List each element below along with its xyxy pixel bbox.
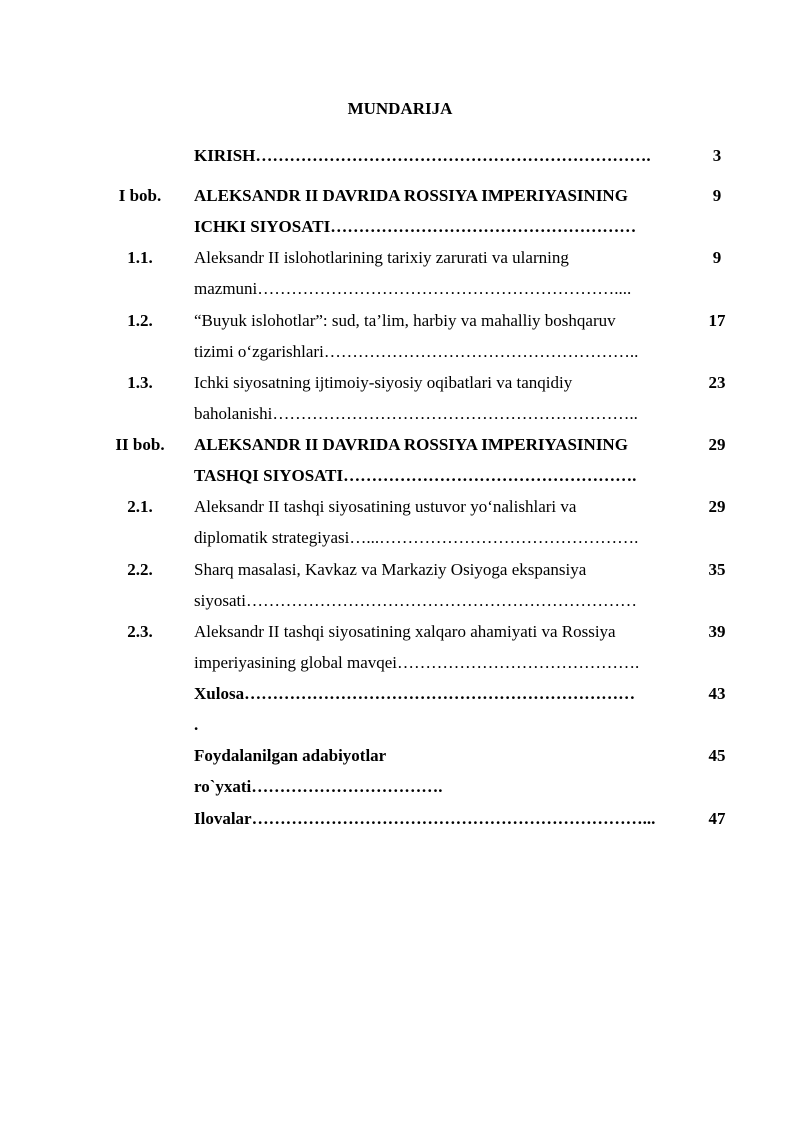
page-title: MUNDARIJA xyxy=(347,99,453,118)
toc-entry-title: KIRISH……………………………………………………………. xyxy=(194,146,651,165)
toc-entry-page: 35 xyxy=(708,560,726,579)
toc-entry-page: 39 xyxy=(708,622,726,641)
toc-entry-page: 9 xyxy=(712,248,722,267)
toc-entry-number: 1.1. xyxy=(127,248,153,267)
toc-entry-title: Foydalanilgan adabiyotlar ro`yxati……………………………. xyxy=(194,746,443,796)
toc-entry-page: 45 xyxy=(708,746,726,765)
toc-entry-number: 2.1. xyxy=(127,497,153,516)
toc-entry-title: Ilovalar……………………………………………………………... xyxy=(194,809,656,828)
toc-entry-title: Xulosa…………………………………………………………… . xyxy=(194,684,636,734)
toc-entry-page: 43 xyxy=(708,684,726,703)
toc-entry-title: Aleksandr II tashqi siyosatining ustuvor yo‘nalishlari va diplomatik strategiyasi…...………………………………………. xyxy=(194,497,639,547)
toc-entry-number: 2.3. xyxy=(127,622,153,641)
toc-entry-title: Aleksandr II islohotlarining tarixiy zarurati va ularning mazmuni……………………………………………………….... xyxy=(194,248,632,298)
toc-entry-title: Aleksandr II tashqi siyosatining xalqaro ahamiyati va Rossiya imperiyasining global mavqei……………………………………. xyxy=(194,622,640,672)
toc-entry-number: 1.2. xyxy=(127,311,153,330)
toc-entry-title: “Buyuk islohotlar”: sud, ta’lim, harbiy va mahalliy boshqaruv tizimi o‘zgarishlari……………………………………………….. xyxy=(194,311,639,361)
toc-entry-page: 29 xyxy=(708,497,726,516)
toc-entry-number: II bob. xyxy=(115,435,165,454)
toc-entry-page: 17 xyxy=(708,311,726,330)
toc-entry-page: 23 xyxy=(708,373,726,392)
toc-entry-page: 29 xyxy=(708,435,726,454)
toc-entry-title: Sharq masalasi, Kavkaz va Markaziy Osiyoga ekspansiya siyosati…………………………………………………………… xyxy=(194,560,637,610)
toc-entry-title: Ichki siyosatning ijtimoiy-siyosiy oqibatlari va tanqidiy baholanishi……………………………………………………….. xyxy=(194,373,638,423)
toc-entry-number: 2.2. xyxy=(127,560,153,579)
toc-entry-page: 9 xyxy=(712,186,722,205)
toc-entry-page: 3 xyxy=(712,146,722,165)
toc-entry-title: ALEKSANDR II DAVRIDA ROSSIYA IMPERIYASINING ICHKI SIYOSATI……………………………………………… xyxy=(194,186,637,236)
toc-entry-number: 1.3. xyxy=(127,373,153,392)
toc-entry-title: ALEKSANDR II DAVRIDA ROSSIYA IMPERIYASINING TASHQI SIYOSATI……………………………………………. xyxy=(194,435,637,485)
toc-entry-number: I bob. xyxy=(118,186,162,205)
toc-entry-page: 47 xyxy=(708,809,726,828)
